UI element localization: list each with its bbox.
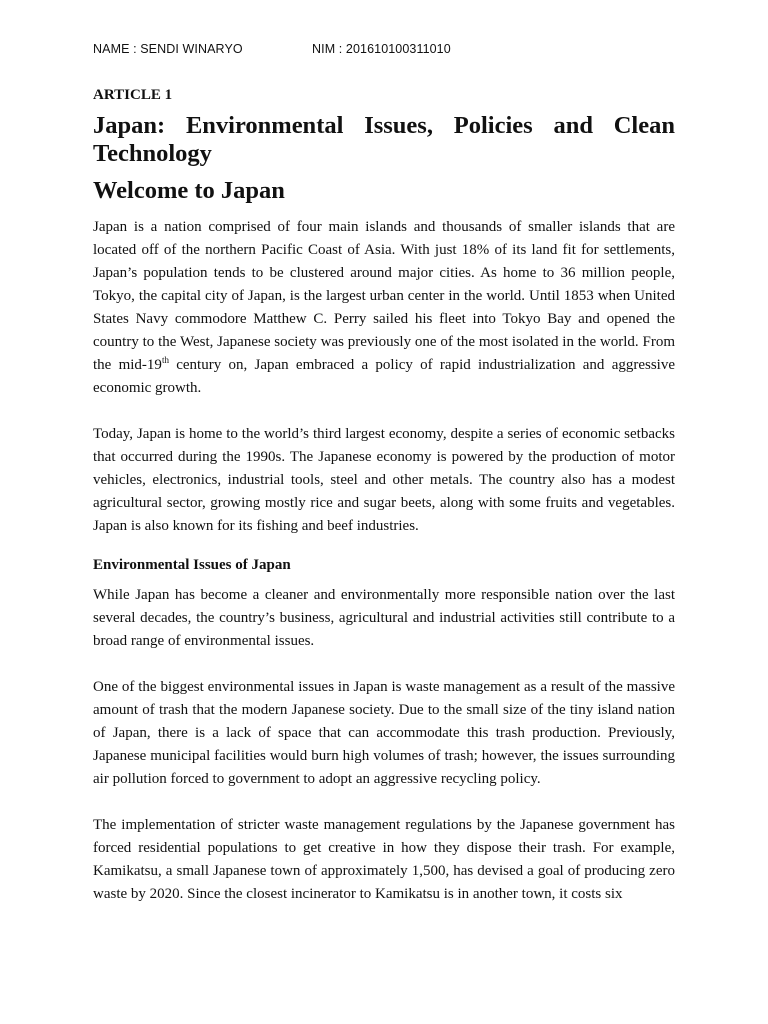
paragraph-2: Today, Japan is home to the world’s third largest economy, despite a series of economic setbacks that occurred during the 1990s. The Japanese economy is powered by the production of motor vehicles, electronics, industrial tools, steel and other metals. The country also has a modest agricultural sector, growing mostly rice and sugar beets, along with some fruits and vegetables. Japan is also known for its fishing and beef industries. [93, 426, 675, 534]
student-name: NAME : SENDI WINARYO [93, 42, 243, 56]
paragraph-3: While Japan has become a cleaner and environmentally more responsible nation over the last several decades, the country’s business, agricultural and industrial activities still contribute to a broad range of environmental issues. [93, 587, 675, 649]
paragraph-5: The implementation of stricter waste management regulations by the Japanese government has forced residential populations to get creative in how they dispose their trash. For example, Kamikatsu, a small Japanese town of approximately 1,500, has devised a goal of producing zero waste by 2020. Since the closest incinerator to Kamikatsu is in another town, it costs six [93, 817, 675, 902]
paragraph-1 [93, 216, 675, 400]
paragraph-1-text-b: century on, Japan embraced a policy of rapid industrialization and aggressive economic growth. [93, 357, 676, 396]
article-label: ARTICLE 1 [93, 87, 173, 103]
superscript-th: th [161, 355, 169, 365]
paragraph-4: One of the biggest environmental issues in Japan is waste management as a result of the massive amount of trash that the modern Japanese society. Due to the small size of the tiny island nation of Japan, there is a lack of space that can accommodate this trash production. Previously, Japanese municipal facilities would burn high volumes of trash; however, the issues surrounding air pollution forced to government to adopt an aggressive recycling policy. [93, 679, 675, 787]
article-body [93, 87, 675, 929]
paragraph-1-text-a: Japan is a nation comprised of four main islands and thousands of smaller islands that are located off of the northern Pacific Coast of Asia. With just 18% of its land fit for settlements, Japan’s population tends to be clustered around major cities. As home to 36 million people, Tokyo, the capital city of Japan, is the largest urban center in the world. Until 1853 when United States Navy commodore Matthew C. Perry sailed his fleet into Tokyo Bay and opened the country to the West, Japanese society was previously one of the most isolated in the world. From the mid-19 [93, 219, 675, 373]
page-header [93, 42, 675, 56]
section-heading: Environmental Issues of Japan [93, 557, 291, 573]
article-title-line-1: Japan: Environmental Issues, Policies and Clean [93, 112, 675, 139]
student-nim: NIM : 201610100311010 [312, 42, 451, 56]
article-title-line-2: Technology [93, 140, 212, 167]
article-subtitle: Welcome to Japan [93, 177, 285, 204]
article-title [93, 112, 675, 168]
